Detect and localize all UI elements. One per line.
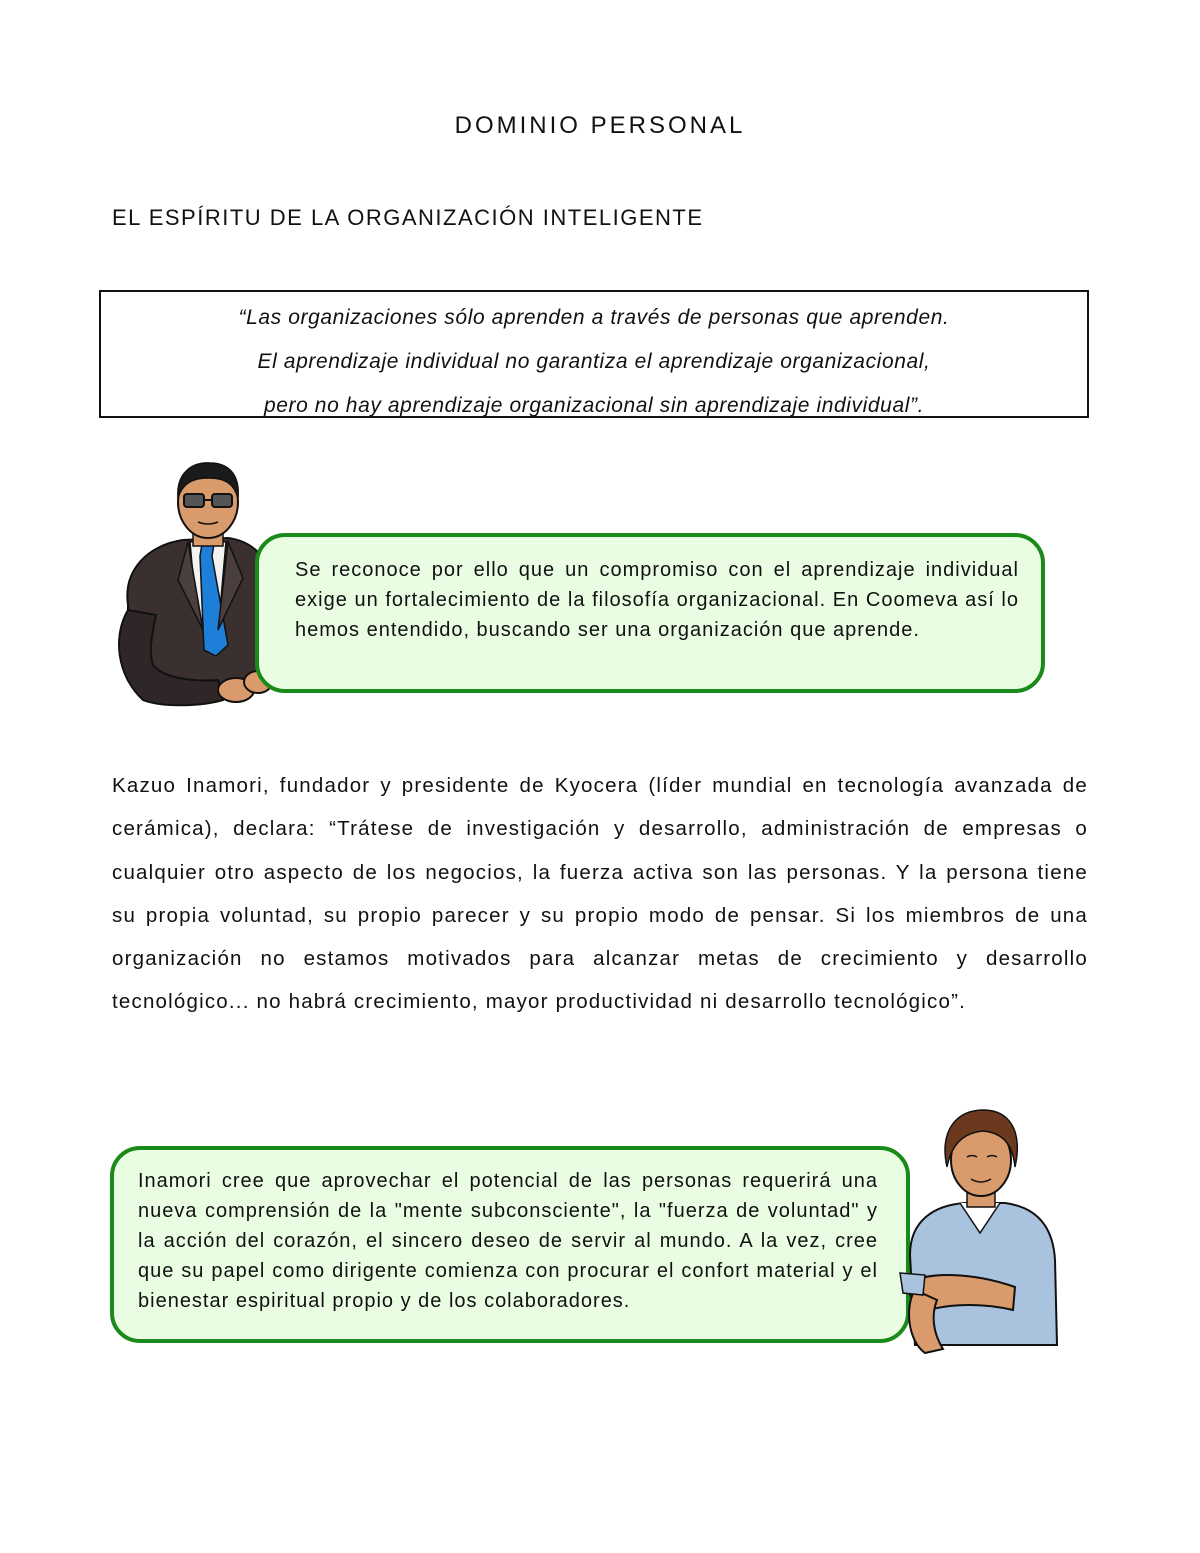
quote-box — [99, 290, 1089, 418]
quote-line: “Las organizaciones sólo aprenden a través de personas que aprenden. — [238, 306, 950, 329]
section-subtitle: EL ESPÍRITU DE LA ORGANIZACIÓN INTELIGENTE — [112, 205, 704, 230]
body-paragraph: Kazuo Inamori, fundador y presidente de Kyocera (líder mundial en tecnología avanzada de cerámica), declara: “Trátese de investigación y desarrollo, administración de empresas o cualquier otro aspecto de los negocios, la fuerza activa son las personas. Y la persona tiene su propia voluntad, su propio parecer y su propio modo de pensar. Si los miembros de una organización no estamos motivados para alcanzar metas de crecimiento y desarrollo tecnológico... no habrá crecimiento, mayor productividad ni desarrollo tecnológico”. — [112, 774, 1088, 1014]
quote-line: El aprendizaje individual no garantiza el aprendizaje organizacional, — [257, 350, 931, 373]
quote-line: pero no hay aprendizaje organizacional sin aprendizaje individual”. — [263, 394, 925, 417]
woman-illustration — [895, 1105, 1065, 1360]
page-title: DOMINIO PERSONAL — [454, 112, 746, 139]
callout-learning-commitment: Se reconoce por ello que un compromiso con el aprendizaje individual exige un fortalecimiento de la filosofía organizacional. En Coomeva así lo hemos entendido, buscando ser una organización que aprende. — [255, 533, 1045, 693]
callout-inamori: Inamori cree que aprovechar el potencial de las personas requerirá una nueva comprensión de la "mente subconsciente", la "fuerza de voluntad" y la acción del corazón, el sincero deseo de servir al mundo. A la vez, cree que su papel como dirigente comienza con procurar el confort material y el bienestar espiritual propio y de los colaboradores. — [110, 1146, 910, 1343]
